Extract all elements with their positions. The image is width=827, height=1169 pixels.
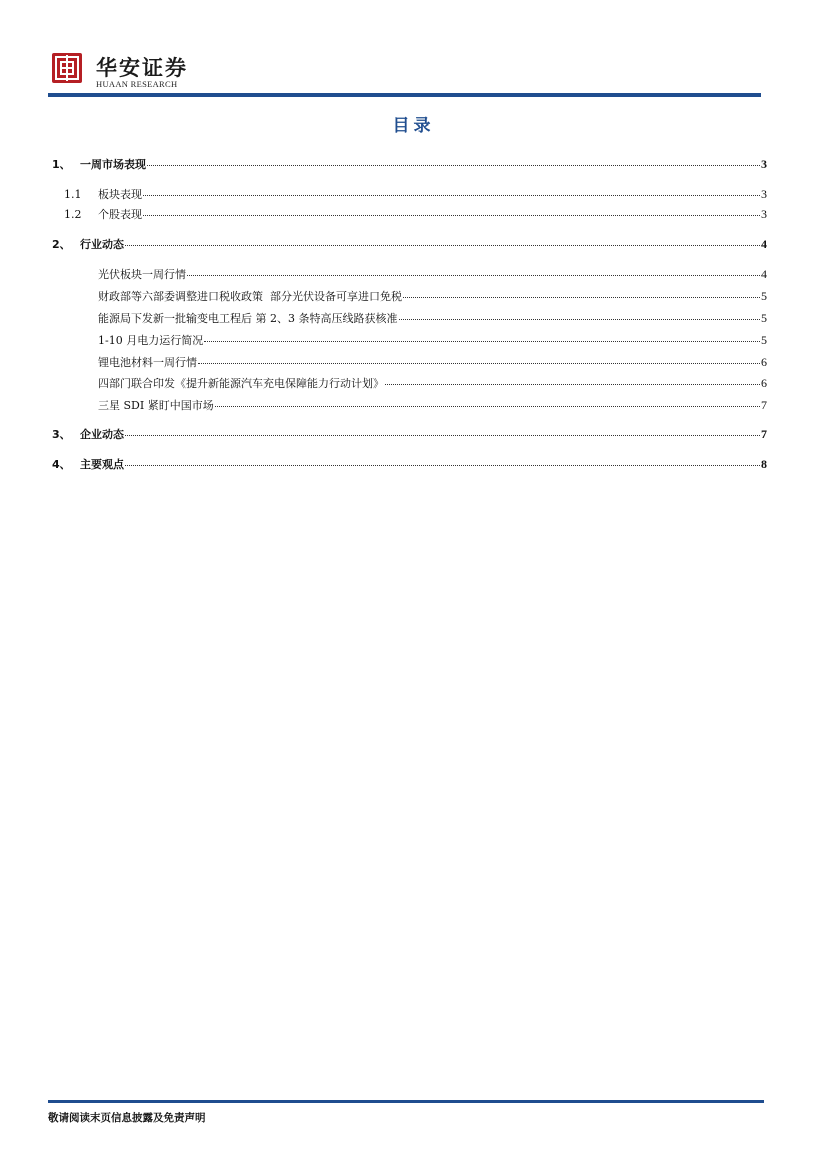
toc-entry-page: 7	[761, 398, 767, 412]
toc-leader-dots	[147, 165, 760, 166]
toc-entry-title: 一周市场表现	[80, 158, 146, 171]
toc-entry-title: 三星 SDI 紧盯中国市场	[98, 399, 214, 412]
toc-entry-page: 3	[761, 207, 767, 221]
toc-entry-page: 8	[761, 457, 767, 471]
toc-leader-dots	[125, 435, 760, 436]
toc-entry[interactable]	[52, 236, 767, 252]
toc-entry-page: 3	[761, 157, 767, 171]
toc-entry[interactable]	[98, 332, 767, 348]
toc-entry-title: 1-10 月电力运行简况	[98, 334, 204, 347]
toc-entry-title: 行业动态	[80, 238, 124, 251]
toc-leader-dots	[125, 245, 760, 246]
toc-entry[interactable]	[64, 186, 767, 202]
toc-leader-dots	[143, 195, 760, 196]
toc-leader-dots	[125, 465, 760, 466]
toc-leader-dots	[143, 215, 760, 216]
logo-english-name: HUAAN RESEARCH	[96, 79, 178, 89]
toc-entry-page: 4	[761, 237, 767, 251]
toc-leader-dots	[204, 341, 760, 342]
toc-entry-title: 能源局下发新一批输变电工程后 第 2、3 条特高压线路获核准	[98, 312, 398, 325]
toc-entry[interactable]	[64, 206, 767, 222]
toc-entry[interactable]	[52, 426, 767, 442]
toc-entry-number: 3、	[52, 428, 71, 441]
toc-leader-dots	[187, 275, 760, 276]
toc-entry-page: 3	[761, 187, 767, 201]
toc-entry-title: 光伏板块一周行情	[98, 268, 186, 281]
toc-entry-title: 财政部等六部委调整进口税收政策 部分光伏设备可享进口免税	[98, 290, 402, 303]
toc-entry-title: 锂电池材料一周行情	[98, 356, 197, 369]
toc-entry[interactable]	[98, 310, 767, 326]
footer-divider	[48, 1100, 764, 1103]
company-logo-icon	[52, 53, 82, 83]
toc-entry-page: 5	[761, 311, 767, 325]
toc-title: 目录	[392, 116, 435, 136]
toc-entry-title: 主要观点	[80, 458, 124, 471]
toc-entry[interactable]	[52, 156, 767, 172]
toc-entry-page: 7	[761, 427, 767, 441]
toc-entry-number: 4、	[52, 458, 71, 471]
toc-entry-number: 1.2	[64, 208, 82, 221]
toc-entry-number: 1.1	[64, 188, 82, 201]
toc-entry-number: 1、	[52, 158, 71, 171]
toc-entry[interactable]	[98, 397, 767, 413]
toc-entry-title: 板块表现	[98, 188, 142, 201]
logo-chinese-name: 华安证券	[96, 55, 188, 80]
toc-leader-dots	[215, 406, 760, 407]
toc-entry-title: 四部门联合印发《提升新能源汽车充电保障能力行动计划》	[98, 377, 384, 390]
toc-entry-page: 4	[761, 267, 767, 281]
toc-leader-dots	[385, 384, 760, 385]
toc-entry[interactable]	[98, 266, 767, 282]
toc-entry[interactable]	[98, 288, 767, 304]
toc-entry-number: 2、	[52, 238, 71, 251]
toc-entry-page: 5	[761, 289, 767, 303]
toc-entry[interactable]	[98, 354, 767, 370]
toc-leader-dots	[399, 319, 761, 320]
header-divider	[48, 93, 761, 97]
toc-leader-dots	[403, 297, 760, 298]
toc-entry-page: 5	[761, 333, 767, 347]
toc-entry-title: 企业动态	[80, 428, 124, 441]
toc-entry-title: 个股表现	[98, 208, 142, 221]
toc-leader-dots	[198, 363, 760, 364]
toc-entry-page: 6	[761, 376, 767, 390]
footer-disclaimer: 敬请阅读末页信息披露及免责声明	[48, 1112, 206, 1124]
toc-entry[interactable]	[98, 375, 767, 391]
toc-entry[interactable]	[52, 456, 767, 472]
toc-entry-page: 6	[761, 355, 767, 369]
